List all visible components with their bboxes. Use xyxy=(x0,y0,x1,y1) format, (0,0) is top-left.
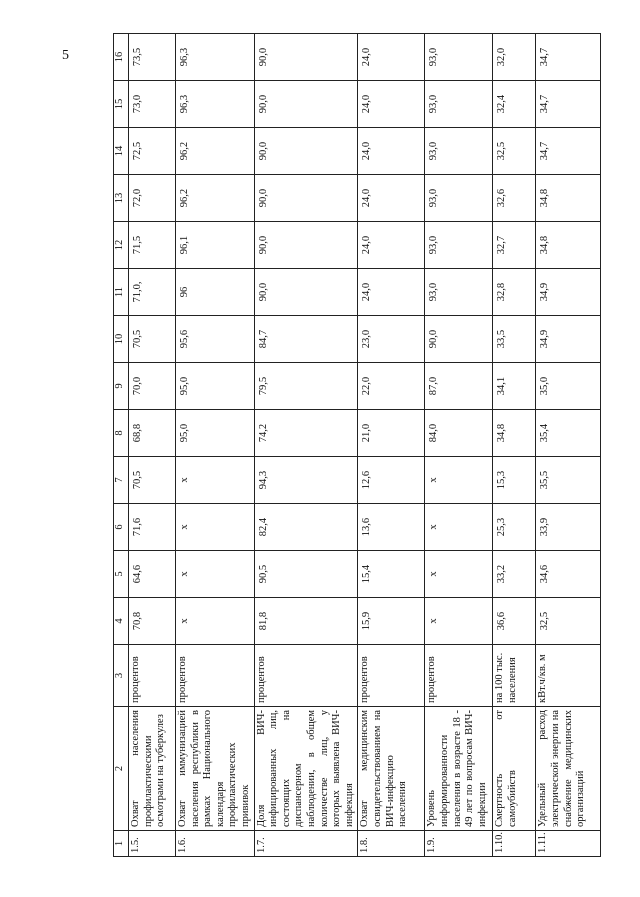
header-cell: 1 xyxy=(114,831,129,857)
table-row xyxy=(176,34,255,857)
value-cell: 23,0 xyxy=(358,316,425,363)
value-cell: 71,5 xyxy=(129,222,176,269)
value-cell: 95,0 xyxy=(176,410,255,457)
unit-cell: процентов xyxy=(425,645,493,707)
value-cell: x xyxy=(176,598,255,645)
value-cell: 34,8 xyxy=(536,175,601,222)
header-cell: 6 xyxy=(114,504,129,551)
header-cell: 10 xyxy=(114,316,129,363)
row-index-cell: 1.5. xyxy=(129,831,176,857)
value-cell: 13,6 xyxy=(358,504,425,551)
value-cell: 34,7 xyxy=(536,34,601,81)
value-cell: 12,6 xyxy=(358,457,425,504)
value-cell: 32,6 xyxy=(493,175,536,222)
value-cell: 90,0 xyxy=(254,81,358,128)
value-cell: 84,0 xyxy=(425,410,493,457)
unit-cell: на 100 тыс. населения xyxy=(493,645,536,707)
value-cell: 22,0 xyxy=(358,363,425,410)
header-cell: 13 xyxy=(114,175,129,222)
value-cell: 93,0 xyxy=(425,175,493,222)
value-cell: x xyxy=(176,551,255,598)
header-cell: 15 xyxy=(114,81,129,128)
value-cell: 94,3 xyxy=(254,457,358,504)
value-cell: 93,0 xyxy=(425,222,493,269)
row-index-cell: 1.9. xyxy=(425,831,493,857)
value-cell: 21,0 xyxy=(358,410,425,457)
value-cell: 32,0 xyxy=(493,34,536,81)
value-cell: 36,6 xyxy=(493,598,536,645)
value-cell: 70,0 xyxy=(129,363,176,410)
value-cell: 33,9 xyxy=(536,504,601,551)
header-cell: 7 xyxy=(114,457,129,504)
row-index-cell: 1.6. xyxy=(176,831,255,857)
unit-cell: процентов xyxy=(129,645,176,707)
value-cell: 25,3 xyxy=(493,504,536,551)
value-cell: 96,1 xyxy=(176,222,255,269)
value-cell: 93,0 xyxy=(425,34,493,81)
indicator-name-cell: Охват медицинским освидетельствованием на ВИЧ-инфекцию населения xyxy=(358,707,425,831)
indicator-name-cell: Уровень информированности населения в возрасте 18 - 49 лет по вопросам ВИЧ-инфекции xyxy=(425,707,493,831)
value-cell: 96 xyxy=(176,269,255,316)
header-cell: 3 xyxy=(114,645,129,707)
header-cell: 5 xyxy=(114,551,129,598)
value-cell: x xyxy=(425,504,493,551)
value-cell: 71,0, xyxy=(129,269,176,316)
row-index-cell: 1.11. xyxy=(536,831,601,857)
value-cell: 35,0 xyxy=(536,363,601,410)
table-row xyxy=(358,34,425,857)
value-cell: 35,4 xyxy=(536,410,601,457)
table-row xyxy=(536,34,601,857)
value-cell: 73,0 xyxy=(129,81,176,128)
value-cell: x xyxy=(425,551,493,598)
value-cell: 70,5 xyxy=(129,457,176,504)
row-index-cell: 1.10. xyxy=(493,831,536,857)
value-cell: 90,0 xyxy=(254,222,358,269)
value-cell: 15,9 xyxy=(358,598,425,645)
table-row xyxy=(493,34,536,857)
header-cell: 16 xyxy=(114,34,129,81)
value-cell: 71,6 xyxy=(129,504,176,551)
header-cell: 12 xyxy=(114,222,129,269)
value-cell: 34,1 xyxy=(493,363,536,410)
indicator-name-cell: Доля ВИЧ-инфицированных лиц, состоящих на диспансерном наблюдении, в общем количестве лиц, у которых выявлена ВИЧ-инфекция xyxy=(254,707,358,831)
unit-cell: процентов xyxy=(176,645,255,707)
value-cell: 90,0 xyxy=(425,316,493,363)
value-cell: 84,7 xyxy=(254,316,358,363)
unit-cell: процентов xyxy=(358,645,425,707)
table-row xyxy=(425,34,493,857)
value-cell: 68,8 xyxy=(129,410,176,457)
value-cell: 90,0 xyxy=(254,269,358,316)
value-cell: 33,5 xyxy=(493,316,536,363)
value-cell: 24,0 xyxy=(358,175,425,222)
value-cell: 96,2 xyxy=(176,175,255,222)
value-cell: 96,2 xyxy=(176,128,255,175)
header-cell: 4 xyxy=(114,598,129,645)
value-cell: 32,8 xyxy=(493,269,536,316)
header-cell: 9 xyxy=(114,363,129,410)
value-cell: 72,5 xyxy=(129,128,176,175)
row-index-cell: 1.7. xyxy=(254,831,358,857)
header-cell: 11 xyxy=(114,269,129,316)
header-row xyxy=(114,34,129,857)
value-cell: 34,9 xyxy=(536,316,601,363)
unit-cell: кВт.ч/кв. м xyxy=(536,645,601,707)
value-cell: 33,2 xyxy=(493,551,536,598)
indicator-name-cell: Смертность от самоубийств xyxy=(493,707,536,831)
value-cell: 24,0 xyxy=(358,269,425,316)
value-cell: 34,8 xyxy=(536,222,601,269)
value-cell: 93,0 xyxy=(425,269,493,316)
unit-cell: процентов xyxy=(254,645,358,707)
value-cell: x xyxy=(176,457,255,504)
header-cell: 8 xyxy=(114,410,129,457)
value-cell: 32,4 xyxy=(493,81,536,128)
value-cell: 95,0 xyxy=(176,363,255,410)
value-cell: 79,5 xyxy=(254,363,358,410)
value-cell: 35,5 xyxy=(536,457,601,504)
value-cell: 70,8 xyxy=(129,598,176,645)
value-cell: 34,7 xyxy=(536,81,601,128)
value-cell: 32,7 xyxy=(493,222,536,269)
row-index-cell: 1.8. xyxy=(358,831,425,857)
value-cell: 24,0 xyxy=(358,222,425,269)
value-cell: 32,5 xyxy=(536,598,601,645)
value-cell: 96,3 xyxy=(176,34,255,81)
header-cell: 2 xyxy=(114,707,129,831)
value-cell: x xyxy=(425,598,493,645)
value-cell: 34,9 xyxy=(536,269,601,316)
indicator-name-cell: Охват иммунизацией населения республики в рамках Национального календаря профилактических прививок xyxy=(176,707,255,831)
value-cell: 95,6 xyxy=(176,316,255,363)
value-cell: 82,4 xyxy=(254,504,358,551)
value-cell: 93,0 xyxy=(425,81,493,128)
value-cell: 34,7 xyxy=(536,128,601,175)
value-cell: 15,3 xyxy=(493,457,536,504)
value-cell: 32,5 xyxy=(493,128,536,175)
value-cell: 90,5 xyxy=(254,551,358,598)
value-cell: 72,0 xyxy=(129,175,176,222)
value-cell: 90,0 xyxy=(254,128,358,175)
value-cell: 24,0 xyxy=(358,81,425,128)
value-cell: 90,0 xyxy=(254,34,358,81)
value-cell: x xyxy=(176,504,255,551)
value-cell: 34,8 xyxy=(493,410,536,457)
value-cell: 24,0 xyxy=(358,34,425,81)
value-cell: 96,3 xyxy=(176,81,255,128)
indicator-name-cell: Удельный расход электрической энергии на снабжение медицинских организаций xyxy=(536,707,601,831)
value-cell: 70,5 xyxy=(129,316,176,363)
value-cell: 81,8 xyxy=(254,598,358,645)
value-cell: 24,0 xyxy=(358,128,425,175)
value-cell: x xyxy=(425,457,493,504)
value-cell: 74,2 xyxy=(254,410,358,457)
value-cell: 73,5 xyxy=(129,34,176,81)
value-cell: 34,6 xyxy=(536,551,601,598)
page-number: 5 xyxy=(62,48,69,63)
indicators-table xyxy=(113,33,601,857)
table-row xyxy=(254,34,358,857)
value-cell: 90,0 xyxy=(254,175,358,222)
value-cell: 64,6 xyxy=(129,551,176,598)
value-cell: 15,4 xyxy=(358,551,425,598)
indicator-name-cell: Охват населения профилактическими осмотрами на туберкулез xyxy=(129,707,176,831)
value-cell: 87,0 xyxy=(425,363,493,410)
table-row xyxy=(129,34,176,857)
header-cell: 14 xyxy=(114,128,129,175)
value-cell: 93,0 xyxy=(425,128,493,175)
rotated-table-sheet xyxy=(113,35,587,857)
